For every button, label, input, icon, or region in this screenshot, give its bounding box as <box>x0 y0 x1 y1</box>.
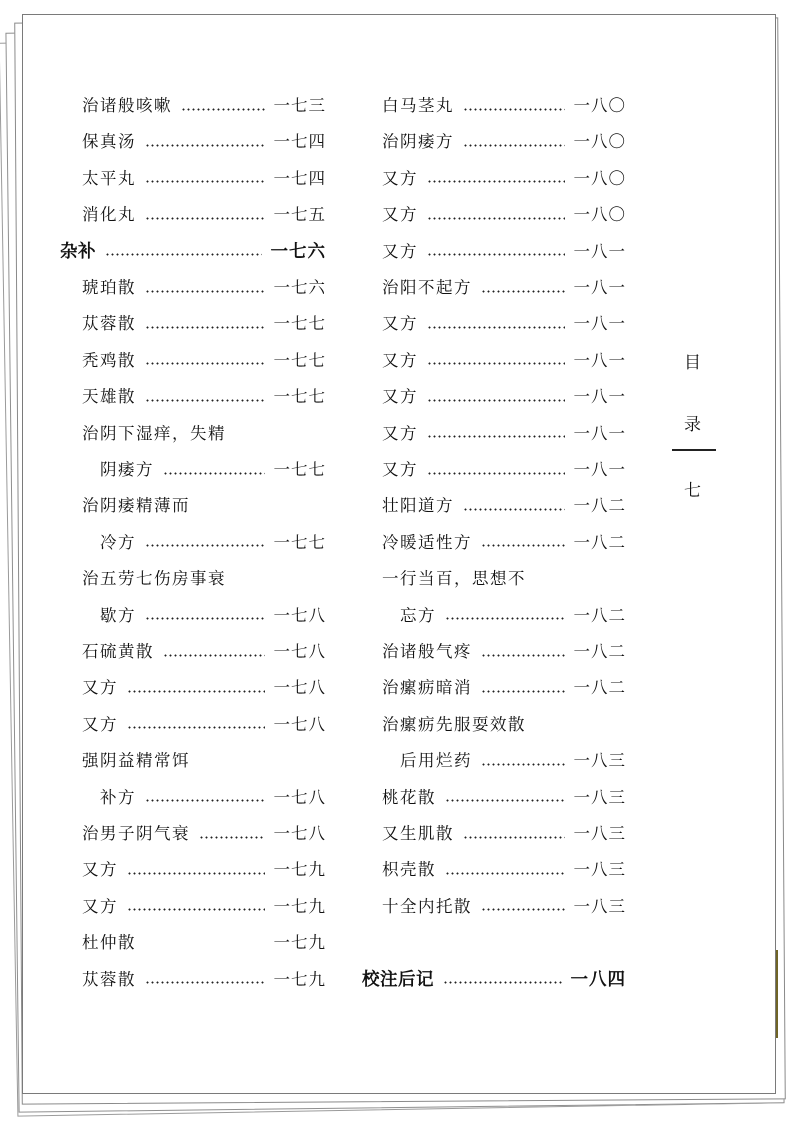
dot-leader <box>145 799 265 802</box>
toc-entry <box>400 749 626 773</box>
toc-entry <box>82 130 326 154</box>
toc-entry-title: 又方 <box>82 896 118 916</box>
toc-entry-page: 一七八 <box>273 678 326 698</box>
toc-entry <box>382 458 626 482</box>
dot-leader <box>145 617 265 620</box>
side-label-mu: 目 <box>684 353 701 373</box>
toc-entry <box>82 822 326 846</box>
dot-leader <box>145 981 265 984</box>
toc-entry-title: 又方 <box>82 714 118 734</box>
toc-entry-page: 一七七 <box>273 350 326 370</box>
toc-entry-title: 后用烂药 <box>400 751 472 771</box>
toc-entry-title: 补方 <box>100 787 136 807</box>
toc-entry-page: 一七九 <box>273 860 326 880</box>
toc-entry <box>100 604 326 628</box>
dot-leader <box>445 799 565 802</box>
toc-entry-title: 琥珀散 <box>82 278 136 297</box>
toc-entry-title: 治阳不起方 <box>382 278 472 297</box>
toc-entry-title: 又方 <box>382 423 418 443</box>
toc-entry-title: 又生肌散 <box>382 824 454 843</box>
dot-leader <box>463 836 565 839</box>
toc-entry <box>82 931 326 955</box>
dot-leader <box>145 362 265 365</box>
dot-leader <box>427 253 565 256</box>
toc-entry-page: 一八一 <box>573 314 626 334</box>
toc-entry-title: 强阴益精常饵 <box>82 751 190 771</box>
dot-leader <box>127 690 265 693</box>
toc-entry-title: 治五劳七伤房事衰 <box>82 569 226 589</box>
toc-entry-page: 一七八 <box>273 605 326 625</box>
toc-entry <box>82 895 326 919</box>
toc-entry <box>382 858 626 882</box>
toc-entry-page: 一八二 <box>573 496 626 516</box>
toc-entry <box>382 895 626 919</box>
toc-entry <box>82 422 226 446</box>
toc-entry <box>82 640 326 664</box>
toc-entry <box>82 494 190 518</box>
toc-entry-page: 一七八 <box>273 787 326 807</box>
toc-entry-title: 治诸般气疼 <box>382 642 472 661</box>
toc-entry-page: 一七八 <box>273 714 326 734</box>
dot-leader <box>427 399 565 402</box>
toc-entry <box>82 713 326 737</box>
dot-leader <box>445 617 565 620</box>
toc-entry-title: 治阴痿精薄而 <box>82 496 190 516</box>
toc-entry <box>382 130 626 154</box>
toc-entry <box>382 276 626 300</box>
dot-leader <box>163 654 265 657</box>
toc-entry <box>382 385 626 409</box>
toc-entry-title: 治瘰疬暗消 <box>382 678 472 698</box>
toc-entry-page: 一八三 <box>573 751 626 771</box>
side-divider <box>672 449 716 451</box>
toc-entry-page: 一八〇 <box>573 168 626 188</box>
toc-entry-page: 一七七 <box>273 460 326 479</box>
toc-entry-page: 一八三 <box>573 824 626 843</box>
toc-entry-title: 又方 <box>382 350 418 370</box>
dot-leader <box>127 726 265 729</box>
dot-leader <box>443 981 562 984</box>
dot-leader <box>427 435 565 438</box>
toc-entry <box>82 567 226 591</box>
toc-entry-title: 白马茎丸 <box>382 96 454 115</box>
toc-entry-title: 治瘰疬先服耍效散 <box>382 714 526 734</box>
dot-leader <box>145 544 265 547</box>
toc-entry <box>82 385 326 409</box>
toc-entry <box>82 749 190 773</box>
toc-entry <box>400 604 626 628</box>
toc-entry-page: 一八二 <box>573 532 626 552</box>
toc-entry-page: 一七五 <box>273 205 326 225</box>
toc-entry <box>382 203 626 227</box>
toc-entry <box>382 531 626 555</box>
dot-leader <box>481 290 565 293</box>
toc-entry-title: 冷方 <box>100 532 136 552</box>
toc-entry-page: 一七七 <box>273 314 326 334</box>
toc-entry-title: 十全内托散 <box>382 896 472 916</box>
dot-leader <box>199 836 265 839</box>
toc-entry-page: 一八〇 <box>573 96 626 115</box>
toc-entry <box>82 349 326 373</box>
toc-entry <box>382 422 626 446</box>
toc-entry <box>382 349 626 373</box>
toc-entry-title: 歇方 <box>100 605 136 625</box>
toc-entry-page: 一八四 <box>570 969 626 990</box>
toc-entry <box>100 458 326 482</box>
toc-entry-title: 又方 <box>382 168 418 188</box>
toc-entry-page: 一七三 <box>273 96 326 115</box>
dot-leader <box>463 108 565 111</box>
toc-entry <box>82 203 326 227</box>
toc-entry <box>382 312 626 336</box>
side-label-lu: 录 <box>684 415 701 435</box>
page-number: 七 <box>684 481 701 501</box>
dot-leader <box>463 508 565 511</box>
dot-leader <box>445 872 565 875</box>
toc-entry-page: 一七九 <box>273 933 326 953</box>
toc-entry-page: 一七八 <box>273 824 326 843</box>
toc-entry <box>382 786 626 810</box>
dot-leader <box>427 217 565 220</box>
toc-entry-title: 苁蓉散 <box>82 314 136 334</box>
toc-entry <box>382 640 626 664</box>
toc-entry <box>82 968 326 992</box>
toc-entry-page: 一七四 <box>273 132 326 152</box>
toc-entry-page: 一八〇 <box>573 205 626 225</box>
toc-entry <box>82 167 326 191</box>
toc-entry-title: 又方 <box>382 387 418 407</box>
toc-entry-page: 一八三 <box>573 860 626 880</box>
dot-leader <box>463 144 565 147</box>
toc-entry-title: 阴痿方 <box>100 460 154 479</box>
toc-entry-title: 治阴痿方 <box>382 132 454 152</box>
toc-entry-page: 一七六 <box>270 241 326 262</box>
dot-leader <box>427 362 565 365</box>
toc-entry-title: 一行当百，思想不 <box>382 569 526 589</box>
toc-entry <box>382 167 626 191</box>
toc-entry <box>82 276 326 300</box>
toc-entry-page: 一七八 <box>273 642 326 661</box>
toc-entry-title: 冷暖适性方 <box>382 532 472 552</box>
toc-entry-page: 一八一 <box>573 278 626 297</box>
toc-entry-title: 治阴下湿痒，失精 <box>82 423 226 443</box>
dot-leader <box>145 326 265 329</box>
dot-leader <box>145 180 265 183</box>
toc-entry <box>382 567 526 591</box>
toc-entry-title: 又方 <box>82 860 118 880</box>
dot-leader <box>127 872 265 875</box>
toc-entry <box>82 312 326 336</box>
toc-entry-title: 又方 <box>382 314 418 334</box>
dot-leader <box>163 472 265 475</box>
dot-leader <box>145 144 265 147</box>
toc-entry <box>382 822 626 846</box>
toc-entry-title: 石硫黄散 <box>82 642 154 661</box>
dot-leader <box>427 180 565 183</box>
toc-entry <box>382 676 626 700</box>
toc-entry-page: 一七四 <box>273 168 326 188</box>
toc-entry-title: 枳壳散 <box>382 860 436 880</box>
toc-entry-title: 忘方 <box>400 605 436 625</box>
dot-leader <box>145 399 265 402</box>
toc-section-entry <box>60 240 326 264</box>
toc-entry <box>382 240 626 264</box>
toc-entry-page: 一八三 <box>573 787 626 807</box>
dot-leader <box>481 654 565 657</box>
dot-leader <box>105 253 262 256</box>
toc-entry <box>82 94 326 118</box>
toc-entry-page: 一七七 <box>273 532 326 552</box>
toc-entry-title: 杂补 <box>60 241 96 262</box>
toc-section-entry <box>362 968 626 992</box>
toc-entry-page: 一八一 <box>573 460 626 479</box>
toc-entry-page: 一七九 <box>273 896 326 916</box>
toc-entry-page: 一八一 <box>573 387 626 407</box>
toc-entry <box>382 94 626 118</box>
dot-leader <box>427 326 565 329</box>
toc-entry-title: 消化丸 <box>82 205 136 225</box>
toc-entry-page: 一八二 <box>573 642 626 661</box>
toc-entry-title: 杜仲散 <box>82 933 136 953</box>
dot-leader <box>481 690 565 693</box>
toc-entry <box>100 786 326 810</box>
toc-entry-title: 保真汤 <box>82 132 136 152</box>
toc-entry-page: 一八一 <box>573 350 626 370</box>
toc-entry-title: 治男子阴气衰 <box>82 824 190 843</box>
dot-leader <box>481 544 565 547</box>
toc-entry-title: 秃鸡散 <box>82 350 136 370</box>
toc-entry-page: 一八二 <box>573 605 626 625</box>
toc-entry-title: 又方 <box>382 460 418 479</box>
dot-leader <box>427 472 565 475</box>
toc-entry-title: 又方 <box>82 678 118 698</box>
dot-leader <box>481 908 565 911</box>
toc-entry-title: 又方 <box>382 205 418 225</box>
toc-entry-page: 一七七 <box>273 387 326 407</box>
toc-entry <box>82 676 326 700</box>
toc-entry-title: 太平丸 <box>82 168 136 188</box>
dot-leader <box>127 908 265 911</box>
toc-entry-page: 一八二 <box>573 678 626 698</box>
toc-entry <box>382 713 526 737</box>
toc-entry <box>100 531 326 555</box>
toc-entry-page: 一八三 <box>573 896 626 916</box>
toc-entry-title: 壮阳道方 <box>382 496 454 516</box>
toc-entry <box>82 858 326 882</box>
dot-leader <box>181 108 265 111</box>
dot-leader <box>481 763 565 766</box>
toc-entry-title: 治诸般咳嗽 <box>82 96 172 115</box>
toc-entry-page: 一七六 <box>273 278 326 297</box>
toc-entry-page: 一八一 <box>573 241 626 261</box>
toc-entry-title: 又方 <box>382 241 418 261</box>
dot-leader <box>145 217 265 220</box>
toc-entry-title: 天雄散 <box>82 387 136 407</box>
toc-entry-title: 苁蓉散 <box>82 969 136 989</box>
toc-entry <box>382 494 626 518</box>
toc-entry-page: 一八〇 <box>573 132 626 152</box>
toc-entry-page: 一八一 <box>573 423 626 443</box>
toc-entry-title: 校注后记 <box>362 969 434 990</box>
toc-entry-page: 一七九 <box>273 969 326 989</box>
dot-leader <box>145 290 265 293</box>
toc-entry-title: 桃花散 <box>382 787 436 807</box>
